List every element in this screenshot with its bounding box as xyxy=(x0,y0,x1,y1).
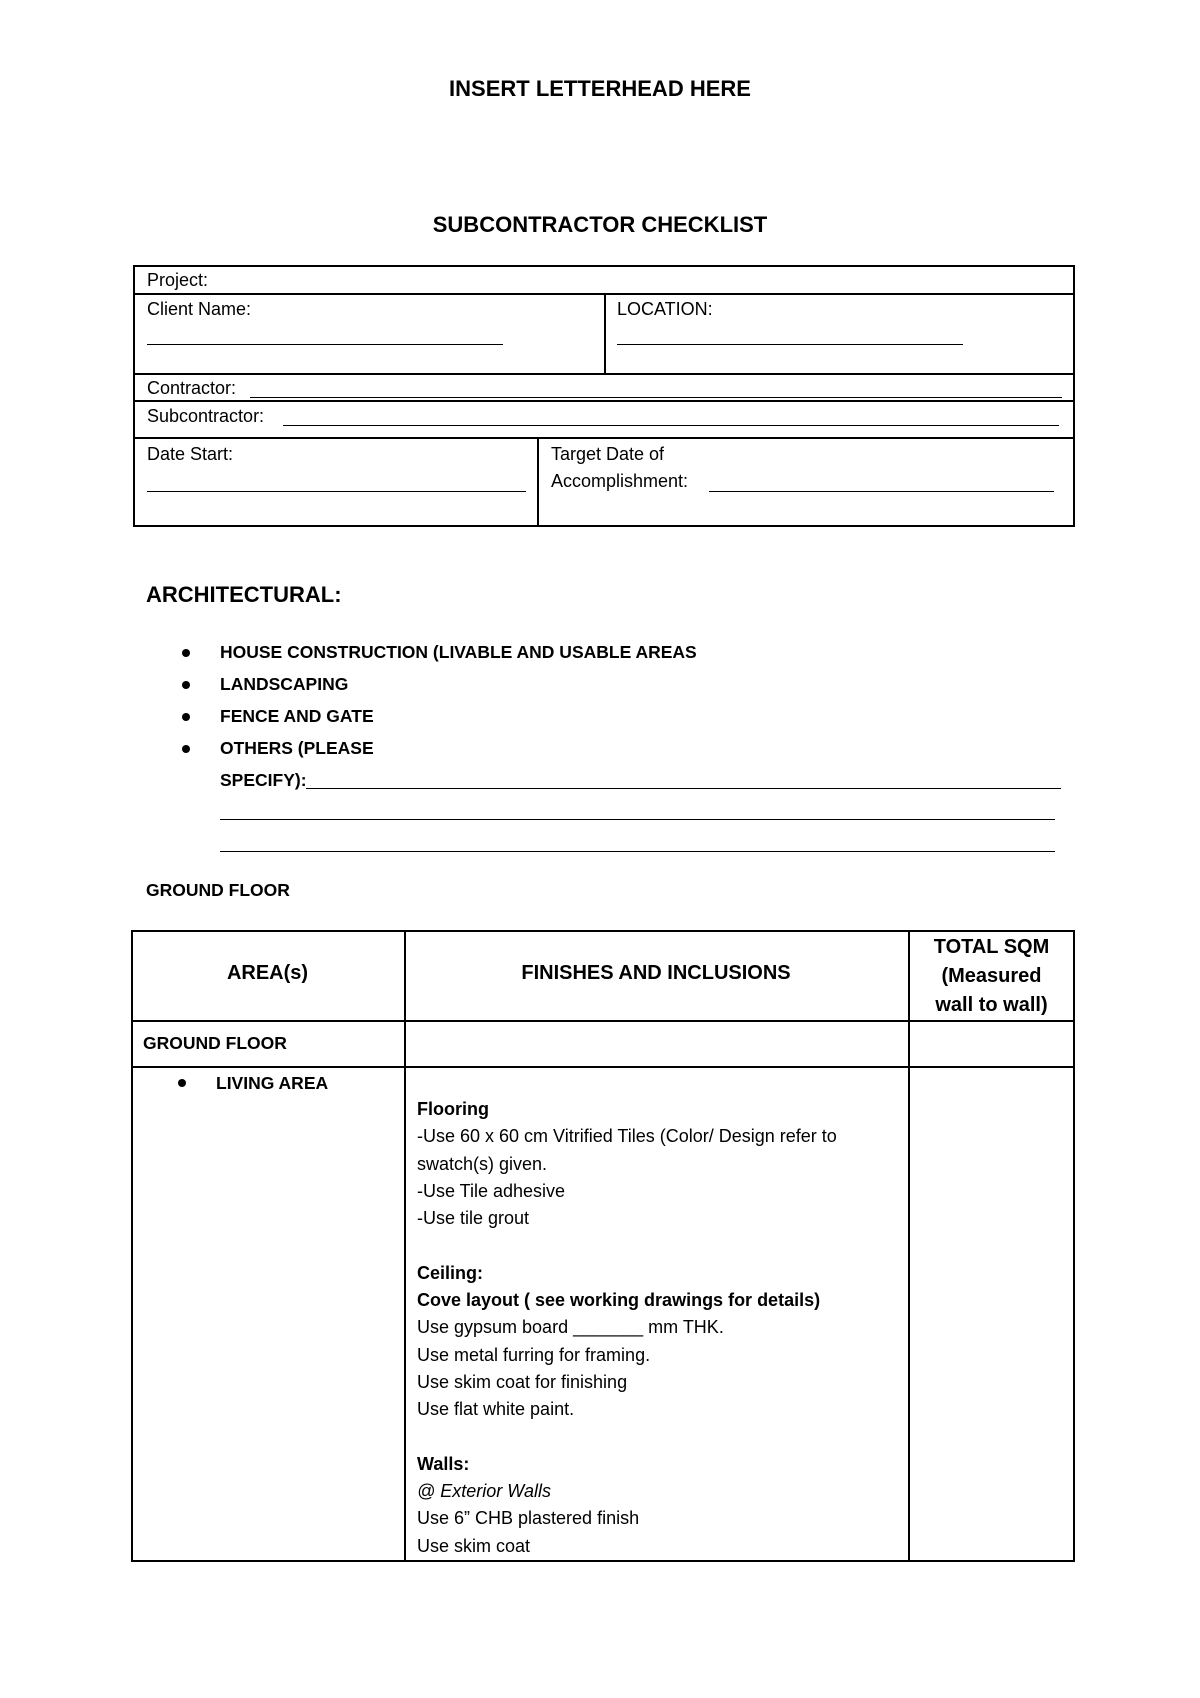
divider xyxy=(604,293,606,374)
finish-line: -Use tile grout xyxy=(417,1208,530,1229)
divider xyxy=(133,437,1075,439)
finish-line: swatch(s) given. xyxy=(417,1153,548,1174)
finish-line: Use skim coat xyxy=(417,1535,531,1556)
divider xyxy=(537,437,539,527)
date-start-label: Date Start: xyxy=(147,444,234,464)
subcontractor-label: Subcontractor: xyxy=(147,406,265,426)
location-field[interactable] xyxy=(617,344,963,345)
subcontractor-field[interactable] xyxy=(283,425,1059,426)
bullet-icon xyxy=(182,745,190,753)
finishes-cell xyxy=(417,1096,903,1560)
divider xyxy=(133,373,1075,375)
bullet-icon xyxy=(182,681,190,689)
letterhead-placeholder: INSERT LETTERHEAD HERE xyxy=(449,76,751,101)
column-header-area: AREA(s) xyxy=(226,962,309,984)
bullet-icon xyxy=(178,1079,186,1087)
target-date-label: Accomplishment: xyxy=(551,471,689,491)
architectural-heading: ARCHITECTURAL: xyxy=(146,582,342,607)
client-name-label: Client Name: xyxy=(147,299,252,319)
specify-field-line-3[interactable] xyxy=(220,851,1055,852)
ground-floor-label: GROUND FLOOR xyxy=(146,880,290,900)
bullet-icon xyxy=(182,649,190,657)
finish-line: -Use Tile adhesive xyxy=(417,1180,566,1201)
table-section-row: GROUND FLOOR xyxy=(143,1033,287,1053)
flooring-heading: Flooring xyxy=(417,1099,489,1119)
contractor-label: Contractor: xyxy=(147,378,237,398)
page-title: SUBCONTRACTOR CHECKLIST xyxy=(432,212,768,237)
column-header-finishes: FINISHES AND INCLUSIONS xyxy=(521,962,791,984)
finish-line: Use skim coat for finishing xyxy=(417,1371,628,1392)
finish-line: -Use 60 x 60 cm Vitrified Tiles (Color/ Design refer to xyxy=(417,1126,837,1147)
bullet-icon xyxy=(182,713,190,721)
date-start-field[interactable] xyxy=(147,491,526,492)
target-date-label: Target Date of xyxy=(551,444,665,464)
contractor-field[interactable] xyxy=(250,397,1062,398)
column-header-total-sqm: TOTAL SQM (Measured wall to wall) xyxy=(933,936,1050,1016)
target-date-field[interactable] xyxy=(709,491,1054,492)
table-divider xyxy=(131,1066,1075,1068)
ceiling-subheading: Cove layout ( see working drawings for details) xyxy=(417,1290,821,1311)
finish-line: Use metal furring for framing. xyxy=(417,1344,651,1365)
client-name-field[interactable] xyxy=(147,344,503,345)
list-item[interactable]: LANDSCAPING xyxy=(182,668,697,700)
finish-line: Use 6” CHB plastered finish xyxy=(417,1508,640,1529)
specify-field[interactable] xyxy=(306,788,1061,789)
architectural-list xyxy=(182,636,697,796)
divider xyxy=(133,400,1075,402)
table-divider xyxy=(404,930,406,1562)
walls-heading: Walls: xyxy=(417,1453,470,1474)
specify-field-line-2[interactable] xyxy=(220,819,1055,820)
location-label: LOCATION: xyxy=(617,299,713,319)
list-item[interactable]: FENCE AND GATE xyxy=(182,700,697,732)
list-item[interactable]: HOUSE CONSTRUCTION (LIVABLE AND USABLE AREAS xyxy=(182,636,697,668)
project-label: Project: xyxy=(147,270,209,290)
list-item[interactable]: OTHERS (PLEASE xyxy=(182,732,697,764)
finish-line: Use gypsum board _______ mm THK. xyxy=(417,1317,724,1338)
walls-subheading: @ Exterior Walls xyxy=(417,1481,551,1502)
ceiling-heading: Ceiling: xyxy=(417,1262,483,1283)
table-divider xyxy=(908,930,910,1562)
specify-row: SPECIFY): xyxy=(220,770,307,790)
finish-line: Use flat white paint. xyxy=(417,1399,575,1420)
table-divider xyxy=(131,1020,1075,1022)
